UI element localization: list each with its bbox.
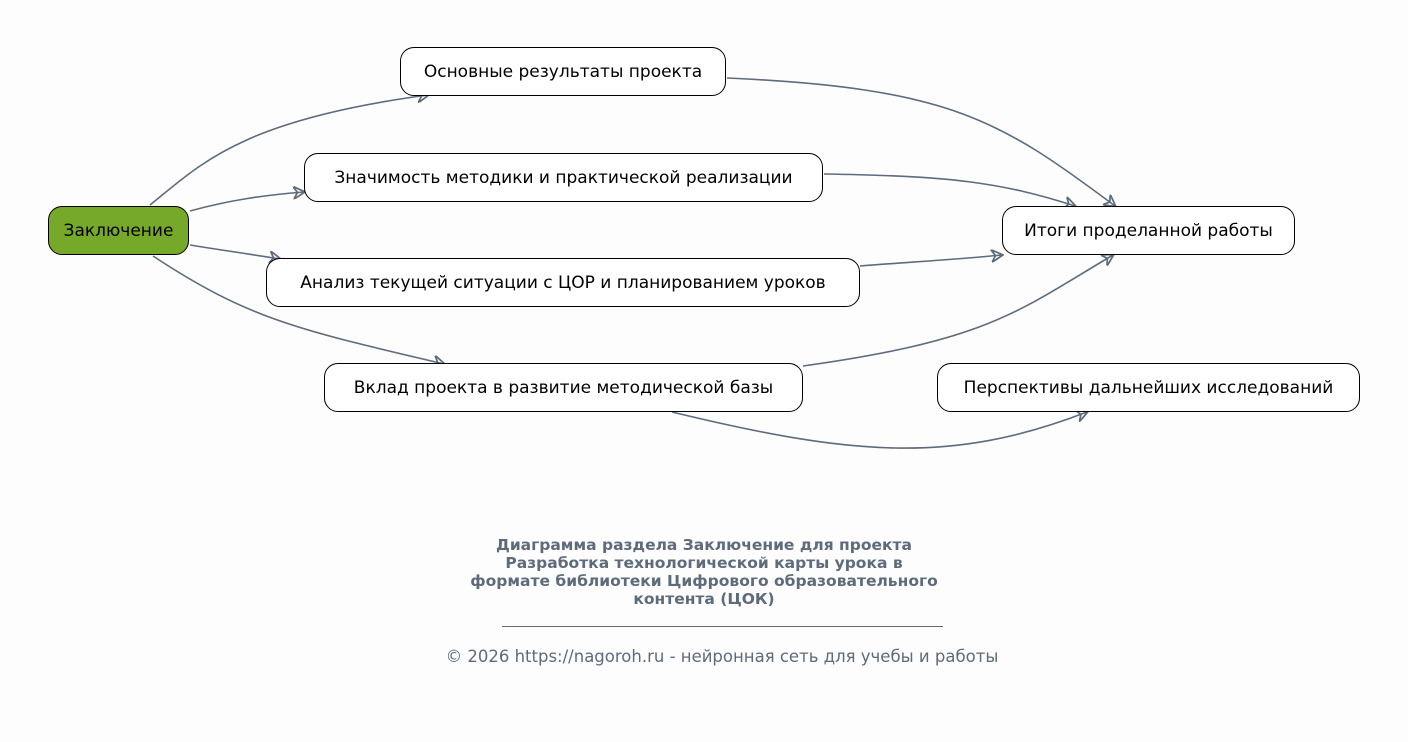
- node-current-situation: [266, 258, 860, 307]
- caption-line: контента (ЦОК): [633, 590, 775, 608]
- node-method-significance: [304, 153, 823, 202]
- caption-line: Диаграмма раздела Заключение для проекта: [496, 536, 912, 554]
- node-contribution-label: Вклад проекта в развитие методической базы: [353, 377, 774, 398]
- edge-root-to-situation: [190, 245, 280, 259]
- node-main-results-label: Основные результаты проекта: [423, 61, 703, 82]
- node-root-label: Заключение: [63, 220, 174, 241]
- edge-situation-to-work: [860, 255, 1002, 266]
- edge-significance-to-work: [824, 174, 1075, 206]
- node-work-results-label: Итоги проделанной работы: [1024, 220, 1273, 241]
- node-main-results: [400, 47, 726, 96]
- node-future-research-label: Перспективы дальнейших исследований: [963, 377, 1334, 398]
- edge-contribution-to-future: [672, 412, 1087, 448]
- footer-copyright: © 2026 https://nagoroh.ru - нейронная сеть для учебы и работы: [445, 647, 999, 666]
- caption-line: Разработка технологической карты урока в: [505, 554, 903, 572]
- node-root: [48, 206, 189, 255]
- node-work-results: [1002, 206, 1295, 255]
- caption-line: формате библиотеки Цифрового образовательного: [470, 572, 938, 590]
- node-method-significance-label: Значимость методики и практической реализации: [334, 167, 793, 188]
- edge-root-to-significance: [190, 192, 304, 211]
- node-current-situation-label: Анализ текущей ситуации с ЦОР и планированием уроков: [300, 272, 826, 293]
- node-contribution: [324, 363, 803, 412]
- diagram-caption: [404, 536, 1004, 608]
- caption-divider: [502, 626, 943, 627]
- node-future-research: [937, 363, 1360, 412]
